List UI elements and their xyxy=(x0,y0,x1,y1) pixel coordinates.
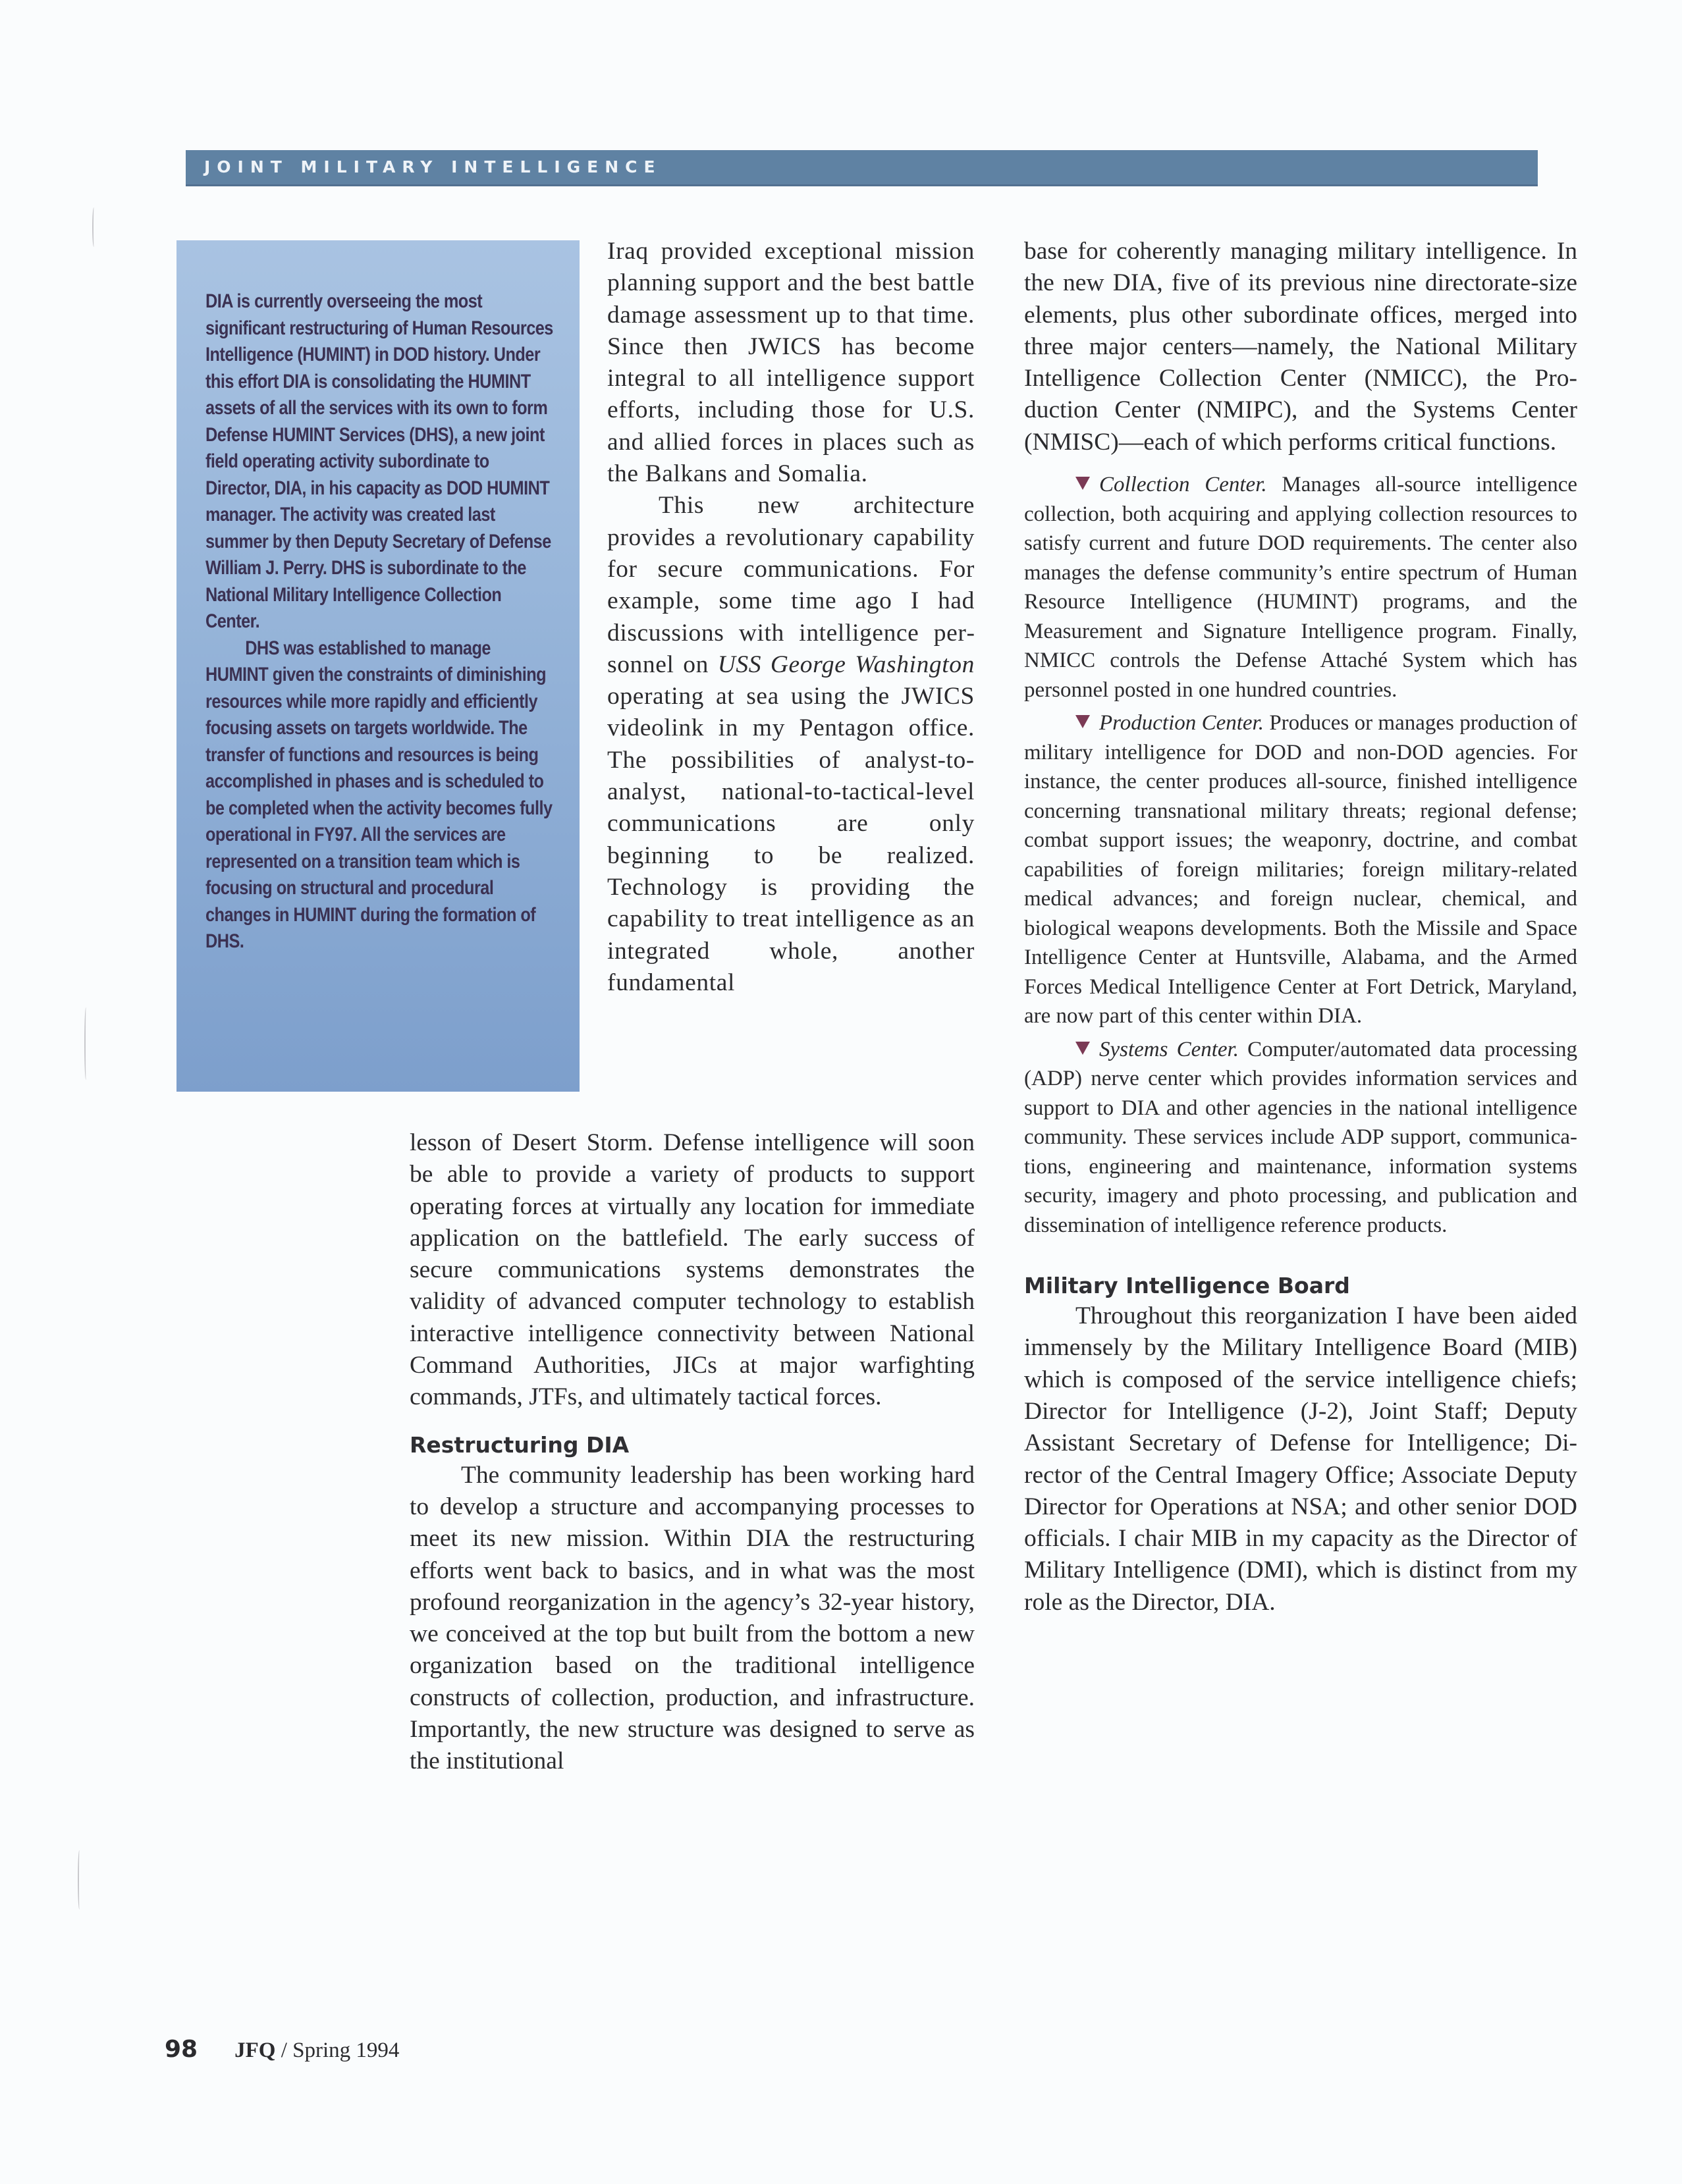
scan-mark xyxy=(92,207,95,247)
section-heading-mib: Military Intelligence Board xyxy=(1024,1273,1350,1299)
centers-list xyxy=(1024,470,1577,1240)
section-heading-restructuring: Restructuring DIA xyxy=(410,1431,630,1458)
lower-column xyxy=(410,1127,975,1778)
body-paragraph: Iraq provided exceptional mission planning support and the best battle damage assessment up to that time. Since then JWICS has become integral to all intelligence support efforts, including those for U.S. and allied forces in places such as the Balkans and Somalia. xyxy=(607,238,975,488)
sidebar-callout-box xyxy=(176,240,580,1092)
list-item-term: Collection Center. xyxy=(1099,473,1267,497)
list-item-text: Computer/automated data processing (ADP) nerve center which provides information services and support to DIA and other agencies in the national intelligence community. These services include ADP support, communications, engineering and maintenance, information systems security, imagery and photo processing, and publication and dissemination of intelligence reference products. xyxy=(1024,1037,1578,1237)
body-text: operating at sea using the JWICS videolink in my Pentagon office. The possibilities of analyst-to-analyst, national-to-tactical-level communications are only beginning to be realized. Technology is providing the capability to treat intelligence as an integrated whole, another fundamental xyxy=(607,683,975,996)
list-item-collection-center xyxy=(1024,470,1577,705)
journal-name: JFQ xyxy=(234,2038,276,2062)
page-footer xyxy=(165,2036,399,2063)
triangle-bullet-icon xyxy=(1075,1042,1090,1055)
body-paragraph: The community leadership has been working hard to develop a structure and accompanying processes to meet its new mission. Within DIA the restructuring efforts went back to basics, and in what was the most profound reorganization in the agency’s 32-year history, we conceived at the top but built from the bottom a new organization based on the traditional intelligence constructs of collection, production, and infrastructure. Importantly, the new structure was designed to serve as the institutional xyxy=(410,1461,975,1775)
middle-column xyxy=(607,236,975,999)
ship-name: USS George Washington xyxy=(717,651,975,678)
section-header-bar xyxy=(186,150,1538,186)
list-item-systems-center xyxy=(1024,1035,1577,1240)
sidebar-paragraph: DHS was established to manage HUMINT given the constraints of diminishing resources while more rapidly and efficiently focusing assets on targets worldwide. The transfer of functions and resources is being accomplished in phases and is scheduled to be completed when the activity becomes fully operational in FY97. All the services are represented on a transition team which is focusing on structural and procedural changes in HUMINT during the formation of DHS. xyxy=(205,637,553,952)
list-item-text: Manages all-source intelligence collection, both acquiring and applying collection resources to satisfy current and future DOD requirements. The center also manages the defense community’s entire spectrum of Human Resource Intelligence (HUMINT) programs, and the Measurement and Signature Intelligence program. Finally, NMICC controls the Defense Attaché System which has personnel posted in one hundred countries. xyxy=(1024,473,1577,702)
body-paragraph: base for coherently managing military intelligence. In the new DIA, five of its previous nine directorate-size elements, plus other subordinate offices, merged into three major centers—namely, the National Military Intelligence Collection Center (NMICC), the Production Center (NMIPC), and the Systems Center (NMISC)—each of which performs critical functions. xyxy=(1024,238,1577,456)
sidebar-paragraph: DIA is currently overseeing the most significant restructuring of Human Resources Intelligence (HUMINT) in DOD history. Under this effort DIA is consolidating the HUMINT assets of all the services with its own to form Defense HUMINT Services (DHS), a new joint field operating activity subordinate to Director, DIA, in his capacity as DOD HUMINT manager. The activity was created last summer by then Deputy Secretary of Defense William J. Perry. DHS is subordinate to the National Military Intelligence Collection Center. xyxy=(205,290,553,632)
issue-date: Spring 1994 xyxy=(292,2038,400,2062)
body-text: This new architecture provides a revolutionary capability for secure communications. For example, some time ago I had discussions with intelligence personnel on xyxy=(607,492,975,678)
list-item-term: Production Center. xyxy=(1099,711,1264,735)
triangle-bullet-icon xyxy=(1075,477,1090,490)
body-paragraph: lesson of Desert Storm. Defense intelligence will soon be able to provide a variety of products to support operating forces at virtually any location for immediate application on the battlefield. The early success of secure communications systems demonstrates the validity of advanced computer technology to establish interactive intelligence connectivity between National Command Authorities, JICs at major warfighting commands, JTFs, and ultimately tactical forces. xyxy=(410,1129,975,1411)
scan-mark xyxy=(84,1007,88,1080)
scan-mark xyxy=(78,1850,81,1909)
body-paragraph xyxy=(607,490,975,999)
list-item-term: Systems Center. xyxy=(1099,1037,1239,1061)
list-item-production-center xyxy=(1024,708,1577,1031)
section-title: JOINT MILITARY INTELLIGENCE xyxy=(204,157,662,176)
body-paragraph: Throughout this reorganization I have been aided immensely by the Military Intelligence Board (MIB) which is composed of the service intelligence chiefs; Director for Intelligence (J-2), Joint Staff; Deputy Assistant Secretary of Defense for Intelligence; Director of the Central Imagery Office; Associate Deputy Director for Operations at NSA; and other senior DOD officials. I chair MIB in my capacity as the Director of Military Intelligence (DMI), which is distinct from my role as the Director, DIA. xyxy=(1024,1302,1577,1616)
page-number: 98 xyxy=(165,2036,198,2063)
footer-separator: / xyxy=(275,2038,293,2062)
list-item-text: Produces or manages production of military intelligence for DOD and non-DOD agencies. For instance, the center produces all-source, finished intelligence concerning transnational military threats; regional defense; combat support issues; the weaponry, doctrine, and combat capabilities of foreign militaries; foreign military-related medical advances; and foreign nuclear, chemical, and biological weapons developments. Both the Missile and Space Intelligence Center at Huntsville, Alabama, and the Armed Forces Medical Intelligence Center at Fort Detrick, Maryland, are now part of this center within DIA. xyxy=(1024,711,1577,1028)
right-column xyxy=(1024,236,1577,1618)
triangle-bullet-icon xyxy=(1075,715,1090,728)
